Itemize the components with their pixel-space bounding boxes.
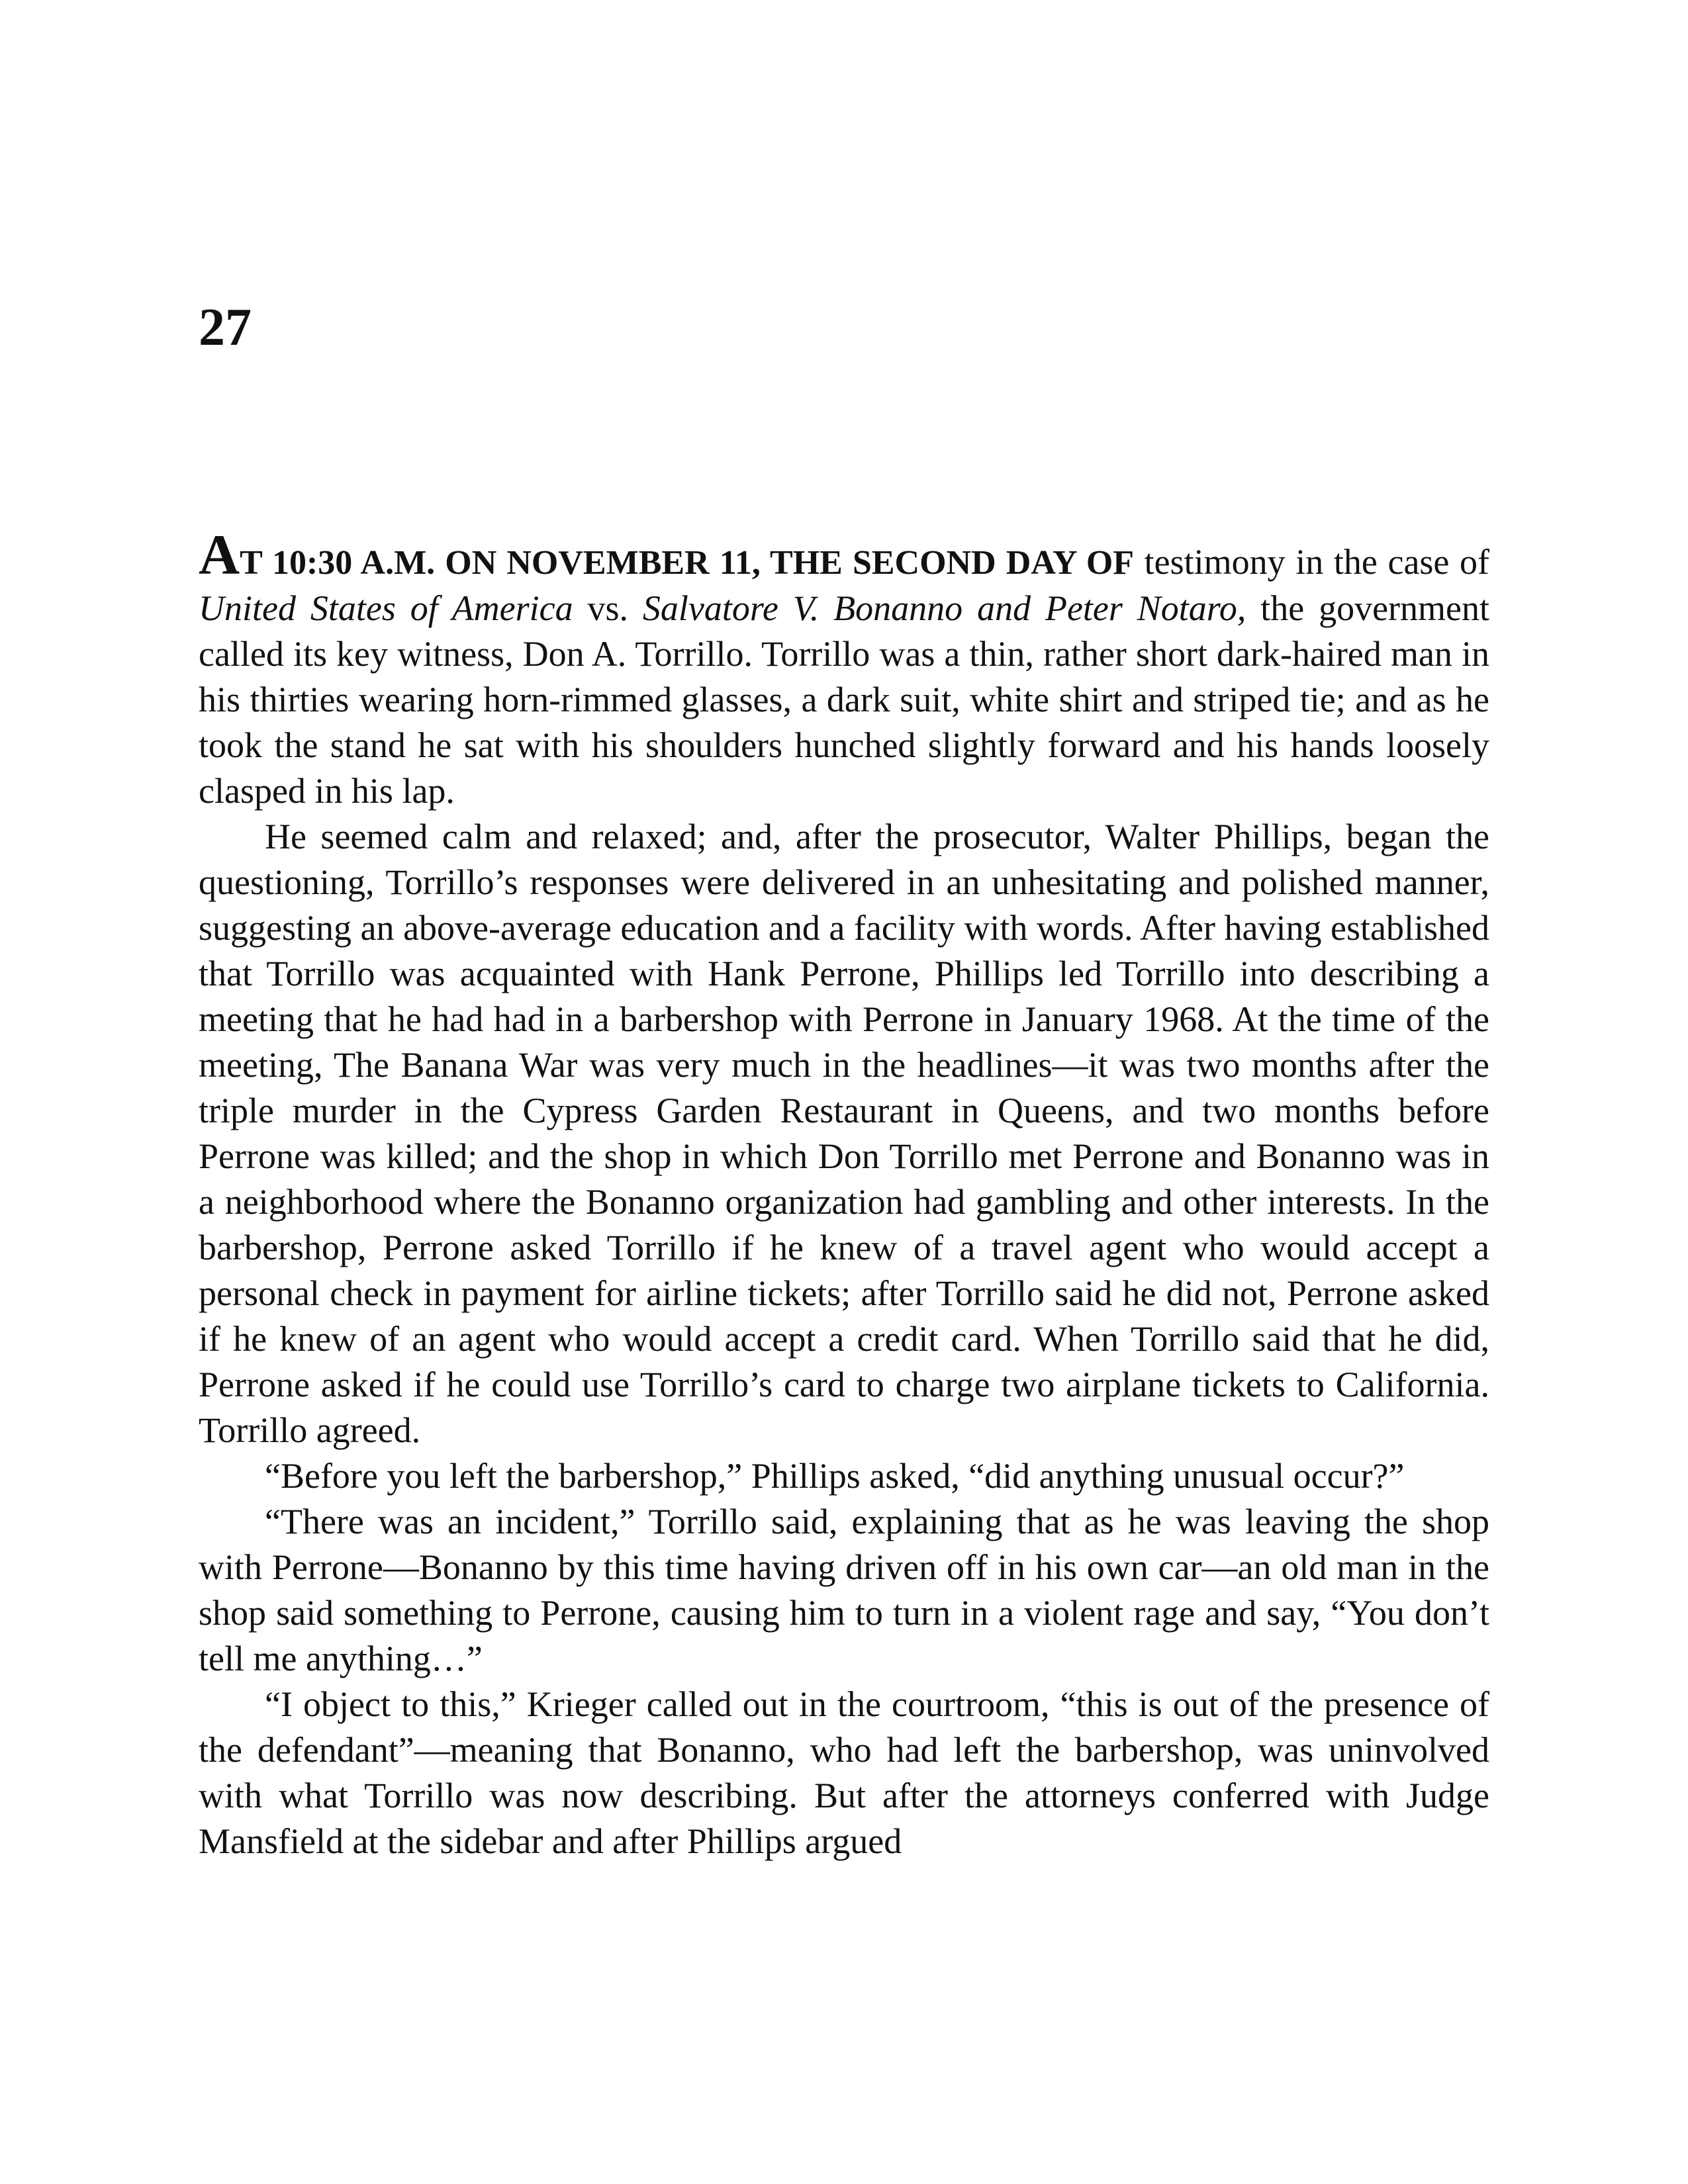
paragraph-3: “Before you left the barbershop,” Phillips asked, “did anything unusual occur?” — [265, 1456, 1405, 1496]
chapter-body — [199, 523, 1490, 1864]
paragraph-1 — [199, 523, 1490, 814]
lead-initial: A — [199, 523, 240, 586]
chapter-number: 27 — [199, 298, 252, 357]
paragraph-1-text-a: testimony in the case of — [1134, 542, 1489, 582]
paragraph-4: “There was an incident,” Torrillo said, explaining that as he was leaving the shop with Perrone—Bonanno by this time having driven off in his own car—an old man in the shop said something to Perrone, causing him to turn in a violent rage and say, “You don’t tell me anything…” — [199, 1502, 1489, 1678]
book-page — [199, 0, 1489, 2184]
paragraph-1-text-c: the government called its key witness, Don A. Torrillo. Torrillo was a thin, rather short dark-haired man in his thirties wearing horn-rimmed glasses, a dark suit, white shirt and striped tie; and as he took the stand he sat with his shoulders hunched slightly forward and his hands loosely clasped in his lap. — [199, 588, 1490, 811]
case-name-defendants: Salvatore V. Bonanno and Peter Notaro, — [642, 588, 1246, 628]
paragraph-5: “I object to this,” Krieger called out in the courtroom, “this is out of the presence of the defendant”—meaning that Bonanno, who had left the barbershop, was uninvolved with what Torrillo was now describing. But after the attorneys conferred with Judge Mansfield at the sidebar and after Phillips argued — [199, 1684, 1489, 1861]
case-name-plaintiff: United States of America — [199, 588, 573, 628]
lead-smallcaps: T 10:30 A.M. ON NOVEMBER 11, THE SECOND DAY OF — [240, 544, 1135, 582]
paragraph-1-text-b: vs. — [573, 588, 643, 628]
paragraph-2: He seemed calm and relaxed; and, after the prosecutor, Walter Phillips, began the questioning, Torrillo’s responses were delivered in an unhesitating and polished manner, suggesting an above-average education and a facility with words. After having established that Torrillo was acquainted with Hank Perrone, Phillips led Torrillo into describing a meeting that he had had in a barbershop with Perrone in January 1968. At the time of the meeting, The Banana War was very much in the headlines—it was two months after the triple murder in the Cypress Garden Restaurant in Queens, and two months before Perrone was killed; and the shop in which Don Torrillo met Perrone and Bonanno was in a neighborhood where the Bonanno organization had gambling and other interests. In the barbershop, Perrone asked Torrillo if he knew of a travel agent who would accept a personal check in payment for airline tickets; after Torrillo said he did not, Perrone asked if he knew of an agent who would accept a credit card. When Torrillo said that he did, Perrone asked if he could use Torrillo’s card to charge two airplane tickets to California. Torrillo agreed. — [199, 817, 1489, 1450]
